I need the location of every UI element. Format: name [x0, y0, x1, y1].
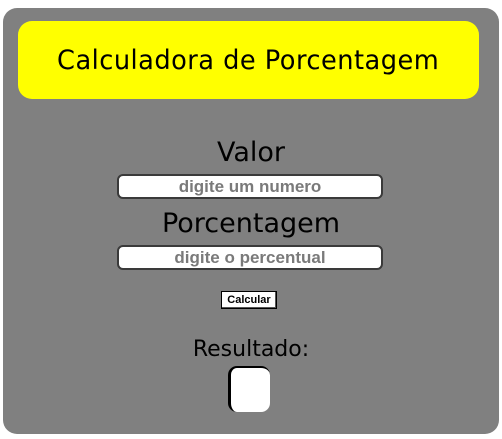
porcentagem-label: Porcentagem — [161, 208, 341, 239]
valor-label: Valor — [216, 137, 286, 168]
calcular-button[interactable]: Calcular — [221, 291, 277, 309]
porcentagem-input[interactable] — [117, 245, 383, 270]
resultado-label: Resultado: — [192, 337, 310, 362]
title-banner — [18, 21, 479, 99]
valor-input[interactable] — [117, 174, 383, 199]
resultado-output — [228, 366, 270, 412]
page-title: Calculadora de Porcentagem — [57, 44, 440, 76]
